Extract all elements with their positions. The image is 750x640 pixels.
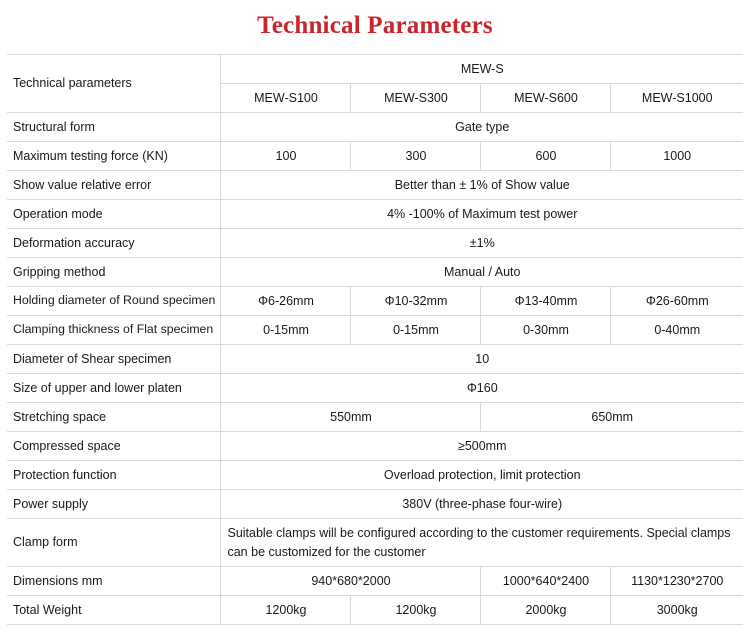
table-row — [7, 461, 743, 490]
model-cell: MEW-S300 — [351, 84, 481, 113]
row-label: Operation mode — [7, 200, 221, 229]
row-label: Show value relative error — [7, 171, 221, 200]
row-value: 0-40mm — [611, 316, 743, 345]
row-value: ≥500mm — [221, 432, 743, 461]
row-value: 0-30mm — [481, 316, 611, 345]
row-value: 300 — [351, 142, 481, 171]
row-label: Maximum testing force (KN) — [7, 142, 221, 171]
row-label: Clamping thickness of Flat specimen — [7, 316, 221, 345]
row-value: 100 — [221, 142, 351, 171]
model-cell: MEW-S100 — [221, 84, 351, 113]
row-label: Gripping method — [7, 258, 221, 287]
row-value: Gate type — [221, 113, 743, 142]
row-label: Diameter of Shear specimen — [7, 345, 221, 374]
table-row — [7, 316, 743, 345]
table-row — [7, 490, 743, 519]
row-label: Structural form — [7, 113, 221, 142]
row-value: Manual / Auto — [221, 258, 743, 287]
specifications-table — [7, 54, 743, 625]
row-value: Better than ± 1% of Show value — [221, 171, 743, 200]
series-name: MEW-S — [221, 55, 743, 84]
table-row — [7, 142, 743, 171]
row-value: Overload protection, limit protection — [221, 461, 743, 490]
row-value: 1200kg — [221, 596, 351, 625]
row-label: Deformation accuracy — [7, 229, 221, 258]
row-value: ±1% — [221, 229, 743, 258]
row-value: 1000*640*2400 — [481, 567, 611, 596]
row-value: 2000kg — [481, 596, 611, 625]
table-row — [7, 403, 743, 432]
table-row — [7, 287, 743, 316]
table-row — [7, 596, 743, 625]
row-label: Holding diameter of Round specimen — [7, 287, 221, 316]
row-label: Dimensions mm — [7, 567, 221, 596]
row-value: 10 — [221, 345, 743, 374]
table-row — [7, 432, 743, 461]
row-label: Protection function — [7, 461, 221, 490]
row-label: Compressed space — [7, 432, 221, 461]
row-value: 0-15mm — [221, 316, 351, 345]
row-label: Stretching space — [7, 403, 221, 432]
row-label: Size of upper and lower platen — [7, 374, 221, 403]
row-value: 1000 — [611, 142, 743, 171]
table-row-series — [7, 55, 743, 84]
row-value: 380V (three-phase four-wire) — [221, 490, 743, 519]
row-value: Suitable clamps will be configured according to the customer requirements. Special clamps can be customized for the customer — [221, 519, 743, 567]
row-value: Φ10-32mm — [351, 287, 481, 316]
model-cell: MEW-S1000 — [611, 84, 743, 113]
row-value: Φ13-40mm — [481, 287, 611, 316]
row-label: Power supply — [7, 490, 221, 519]
table-row — [7, 229, 743, 258]
page-title: Technical Parameters — [257, 12, 493, 39]
row-value: 940*680*2000 — [221, 567, 481, 596]
table-row — [7, 519, 743, 567]
table-row — [7, 113, 743, 142]
row-value: 4% -100% of Maximum test power — [221, 200, 743, 229]
row-value: 1130*1230*2700 — [611, 567, 743, 596]
row-value: Φ6-26mm — [221, 287, 351, 316]
table-row — [7, 200, 743, 229]
header-label: Technical parameters — [7, 55, 221, 113]
row-value: 0-15mm — [351, 316, 481, 345]
row-value: Φ26-60mm — [611, 287, 743, 316]
table-row — [7, 345, 743, 374]
model-cell: MEW-S600 — [481, 84, 611, 113]
row-value: 1200kg — [351, 596, 481, 625]
row-label: Clamp form — [7, 519, 221, 567]
row-value: 550mm — [221, 403, 481, 432]
row-label: Total Weight — [7, 596, 221, 625]
row-value: 600 — [481, 142, 611, 171]
table-row — [7, 567, 743, 596]
row-value: 3000kg — [611, 596, 743, 625]
table-row — [7, 171, 743, 200]
row-value: Φ160 — [221, 374, 743, 403]
table-row — [7, 258, 743, 287]
table-row — [7, 374, 743, 403]
row-value: 650mm — [481, 403, 743, 432]
